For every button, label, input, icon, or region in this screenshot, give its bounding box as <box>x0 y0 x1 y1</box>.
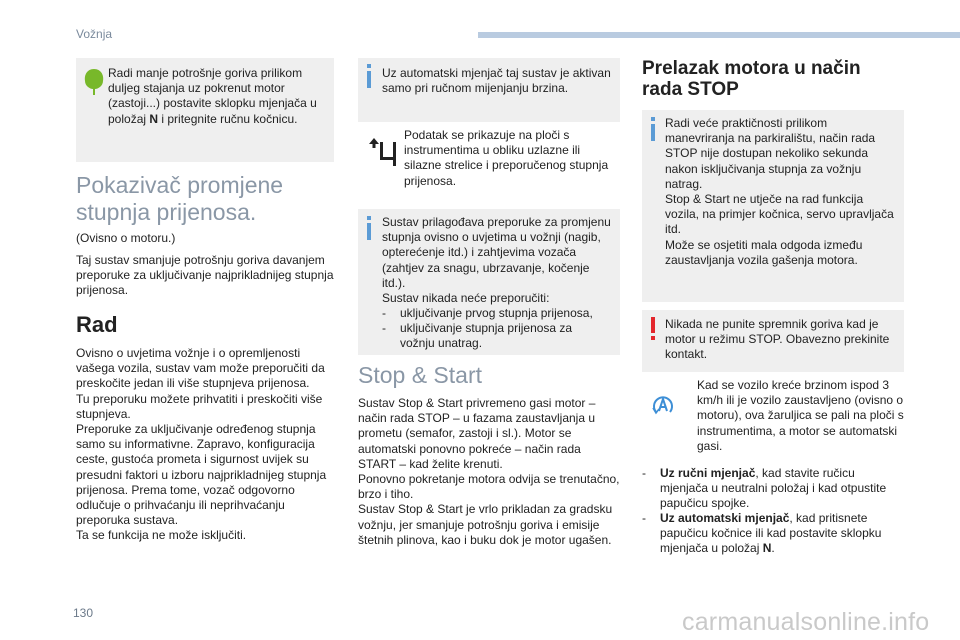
lamp-note-text: Kad se vozilo kreće brzinom ispod 3 km/h ili je vozilo zaustavljeno (ovisno o motoru), ova žaruljica se pali na ploči s instrumentima, a motor se automatski gasi. <box>697 378 904 453</box>
page-number: 130 <box>73 606 94 620</box>
stopstart-para2: Ponovno pokretanje motora odvija se trenutačno, brzo i tiho. <box>358 472 620 502</box>
adapt-dash-1: - <box>382 306 386 320</box>
gsi-intro: Taj sustav smanjuje potrošnju goriva davanjem preporuke za uključivanje najprikladnijeg stupnja prijenosa. <box>76 253 334 298</box>
stopmode-info-text <box>665 116 897 268</box>
section-title: Vožnja <box>76 27 113 41</box>
rad-para1: Ovisno o uvjetima vožnje i o opremljenosti vašega vozila, sustav vam može preporučiti da preskočite jedan ili više stupnjeva prijenosa. <box>76 346 325 391</box>
stopmode-title <box>642 58 904 100</box>
rad-title: Rad <box>76 312 118 337</box>
rad-para4: Ta se funkcija ne može isključiti. <box>76 528 247 543</box>
display-note-text: Podatak se prikazuje na ploči s instrumentima u obliku uzlazne ili silazne strelice i preporučenog stupnja prijenosa. <box>404 128 609 188</box>
stop-start-lamp-icon <box>650 392 676 418</box>
gsi-title-line2: stupnja prijenosa. <box>76 199 257 225</box>
manual-text: , kad stavite ručicu mjenjača u neutralni položaj i kad otpustite papučicu spojke. <box>660 466 887 511</box>
adapt-item-1: uključivanje prvog stupnja prijenosa, <box>400 306 593 320</box>
stopmode-info-p2: Stop & Start ne utječe na rad funkcija vozila, na primjer kočnica, servo upravljača itd. <box>665 192 894 237</box>
auto-dash: - <box>642 511 646 525</box>
auto-gearbox-text: Uz automatski mjenjač taj sustav je aktivan samo pri ručnom mijenjanju brzina. <box>382 66 611 96</box>
auto-text: , kad pritisnete papučicu kočnice ili kad postavite sklopku mjenjača u položaj <box>660 511 882 556</box>
auto-item <box>660 511 900 557</box>
auto-bold: Uz automatski mjenjač <box>660 511 790 525</box>
adapt-text <box>382 215 616 306</box>
eco-bold-n: N <box>149 111 159 126</box>
info-icon <box>366 216 372 240</box>
gsi-title-line1: Pokazivač promjene <box>76 172 284 198</box>
adapt-dash-2: - <box>382 321 386 335</box>
manual-bold: Uz ručni mjenjač <box>660 466 756 480</box>
watermark: carmanualsonline.info <box>682 608 930 636</box>
manual-dash: - <box>642 466 646 480</box>
gsi-engine-note: (Ovisno o motoru.) <box>76 231 176 245</box>
stopstart-title: Stop & Start <box>358 362 483 388</box>
eco-tip-text <box>108 66 330 127</box>
auto-end-bold: N <box>762 541 772 556</box>
header-bar <box>478 32 960 38</box>
warning-icon <box>650 317 656 341</box>
rad-body <box>76 346 338 544</box>
info-icon <box>650 117 656 141</box>
adapt-item-2: uključivanje stupnja prijenosa za vožnju unatrag. <box>400 321 573 351</box>
stopmode-info-p1: Radi veće praktičnosti prilikom manevriranja na parkiralištu, način rada STOP nije dostupan nekoliko sekunda nakon isključivanja stupnja za vožnju natrag. <box>665 116 876 191</box>
stopstart-para3: Sustav Stop & Start je vrlo prikladan za gradsku vožnju, jer smanjuje potrošnju goriva i emisije štetnih plinova, kao i buku dok je motor ugašen. <box>358 502 613 547</box>
stopmode-title-line1: Prelazak motora u način <box>642 58 861 79</box>
info-icon <box>366 64 372 88</box>
manual-item <box>660 466 900 512</box>
adapt-never: Sustav nikada neće preporučiti: <box>382 291 550 306</box>
stopmode-title-line2: rada STOP <box>642 79 739 100</box>
auto-end: . <box>771 541 775 556</box>
gsi-title <box>76 172 336 226</box>
eco-text-a: Radi manje potrošnje goriva prilikom duljeg stajanja uz pokrenut motor (zastoji...) postavite sklopku mjenjača u položaj <box>108 66 317 126</box>
warning-text: Nikada ne punite spremnik goriva kad je motor u režimu STOP. Obavezno prekinite kontakt. <box>665 317 890 362</box>
eco-text-b: i pritegnite ručnu kočnicu. <box>158 111 298 126</box>
rad-para3: Preporuke za uključivanje određenog stupnja samo su informativne. Zapravo, konfiguracija ceste, gustoća prometa i sigurnost uvijek su presudni faktori u izboru najprikladnijeg stupnja prijenosa. Prema tome, vozač odgovorno odlučuje o prihvaćanju ili neprihvaćanju preporuka sustava. <box>76 422 327 528</box>
stopstart-para1: Sustav Stop & Start privremeno gasi motor – način rada STOP – u fazama zaustavljanja u prometu (semafor, zastoji i sl.). Motor se automatski ponovno pokreće – način rada START – kad želite krenuti. <box>358 396 596 471</box>
leaf-icon <box>82 67 106 97</box>
stopmode-info-p3: Može se osjetiti mala odgoda između zaustavljanja vozila gašenja motora. <box>665 237 863 267</box>
gear-arrow-icon <box>366 136 402 168</box>
adapt-para: Sustav prilagođava preporuke za promjenu stupnja ovisno o uvjetima u vožnji (nagib, opterećenje itd.) i zahtjevima vozača (zahtjev za snagu, ubrzavanje, kočenje itd.). <box>382 215 611 290</box>
rad-para2: Tu preporuku možete prihvatiti i preskočiti više stupnjeva. <box>76 391 323 421</box>
stopstart-body <box>358 396 622 548</box>
